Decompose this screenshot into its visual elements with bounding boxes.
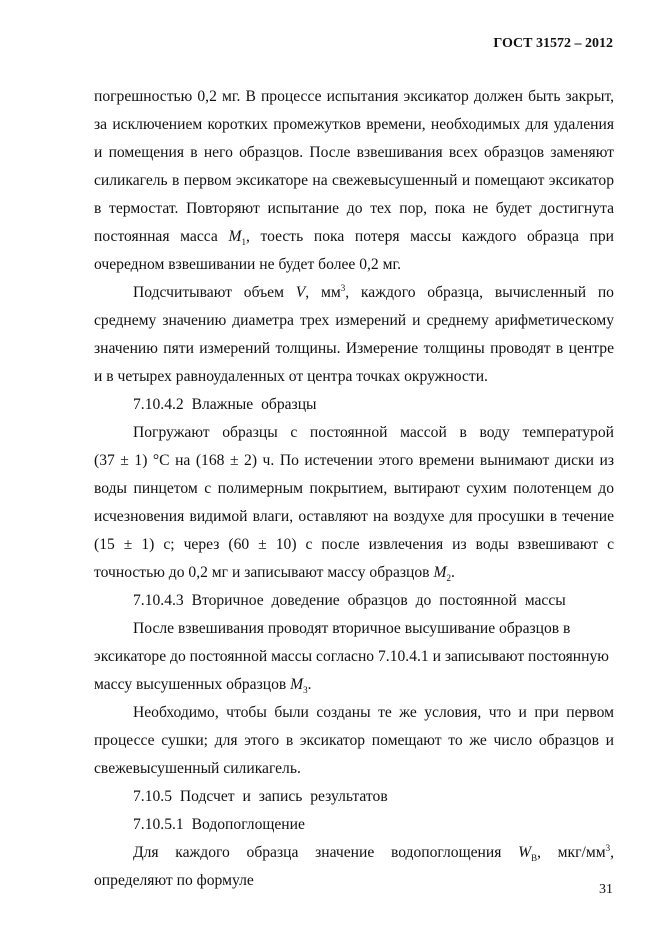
mass-symbol: M: [433, 564, 447, 581]
text-line: [133, 843, 614, 863]
text-line: процессе сушки; для этого в эксикатор помещают то же число образцов и: [94, 732, 614, 749]
text-fragment: .: [307, 676, 312, 693]
text-line: свежевысушенный силикагель.: [94, 760, 301, 777]
section-heading: 7.10.4.2 Влажные образцы: [133, 396, 317, 413]
volume-symbol: V: [295, 284, 306, 301]
unit-superscript: 3: [340, 282, 346, 293]
text-line: воды пинцетом с полимерным покрытием, вытирают сухим полотенцем до: [94, 480, 614, 497]
mass-subscript: 3: [303, 685, 308, 696]
text-fragment: Для каждого образца значение водопоглощения: [133, 844, 519, 861]
text-fragment: точностью до 0,2 мг и записывают массу образцов: [94, 564, 434, 581]
text-line: очередном взвешивании не будет более 0,2 мг.: [94, 256, 402, 273]
text-line: (15 ± 1) с; через (60 ± 10) с после извлечения из воды взвешивают с: [94, 536, 614, 553]
text-fragment: постоянная масса: [94, 228, 229, 245]
text-line: и помещения в него образцов. После взвешивания всех образцов заменяют: [94, 144, 614, 161]
text-fragment: ,: [610, 844, 614, 861]
text-fragment: .: [450, 564, 455, 581]
unit-superscript: 3: [605, 842, 611, 853]
text-line: [94, 227, 614, 247]
water-absorption-symbol: W: [518, 844, 532, 861]
text-fragment: , мм: [305, 284, 341, 301]
text-line: (37 ± 1) °С на (168 ± 2) ч. По истечении этого времени вынимают диски из: [94, 452, 614, 469]
section-heading: 7.10.4.3 Вторичное доведение образцов до постоянной массы: [133, 592, 566, 609]
text-fragment: , тоесть пока потеря массы каждого образца при: [245, 228, 615, 245]
page-number: 31: [599, 882, 613, 897]
section-heading: 7.10.5.1 Водопоглощение: [133, 816, 305, 833]
text-line: значению пяти измерений толщины. Измерение толщины проводят в центре: [94, 340, 614, 357]
document-header: ГОСТ 31572 – 2012: [493, 36, 613, 51]
text-line: и в четырех равноудаленных от центра точках окружности.: [94, 368, 488, 385]
text-line: Необходимо, чтобы были созданы те же условия, что и при первом: [133, 704, 614, 721]
text-fragment: Подсчитывают объем: [133, 284, 296, 301]
text-line: погрешностью 0,2 мг. В процессе испытания эксикатор должен быть закрыт,: [94, 88, 614, 105]
mass-symbol: M: [228, 228, 242, 245]
text-line: [133, 283, 614, 303]
text-line: за исключением коротких промежутков времени, необходимых для удаления: [94, 116, 614, 133]
mass-subscript: 1: [241, 237, 246, 248]
text-line: определяют по формуле: [94, 872, 254, 889]
text-line: [94, 675, 614, 695]
water-absorption-subscript: B: [531, 853, 538, 864]
text-fragment: , каждого образца, вычисленный по: [345, 284, 614, 301]
text-line: среднему значению диаметра трех измерений и среднему арифметическому: [94, 312, 614, 329]
text-line: эксикаторе до постоянной массы согласно 7.10.4.1 и записывают постоянную: [94, 648, 609, 665]
text-line: Погружают образцы с постоянной массой в воду температурой: [133, 424, 614, 441]
mass-symbol: M: [290, 676, 304, 693]
text-line: в термостат. Повторяют испытание до тех пор, пока не будет достигнута: [94, 200, 614, 217]
section-heading: 7.10.5 Подсчет и запись результатов: [133, 788, 388, 805]
text-line: исчезновения видимой влаги, оставляют на воздухе для просушки в течение: [94, 508, 614, 525]
text-line: После взвешивания проводят вторичное высушивание образцов в: [133, 620, 571, 637]
text-line: [94, 563, 614, 583]
text-fragment: , мкг/мм: [537, 844, 606, 861]
mass-subscript: 2: [446, 573, 451, 584]
text-fragment: массу высушенных образцов: [94, 676, 291, 693]
text-line: силикагель в первом эксикаторе на свежевысушенный и помещают эксикатор: [94, 172, 614, 189]
